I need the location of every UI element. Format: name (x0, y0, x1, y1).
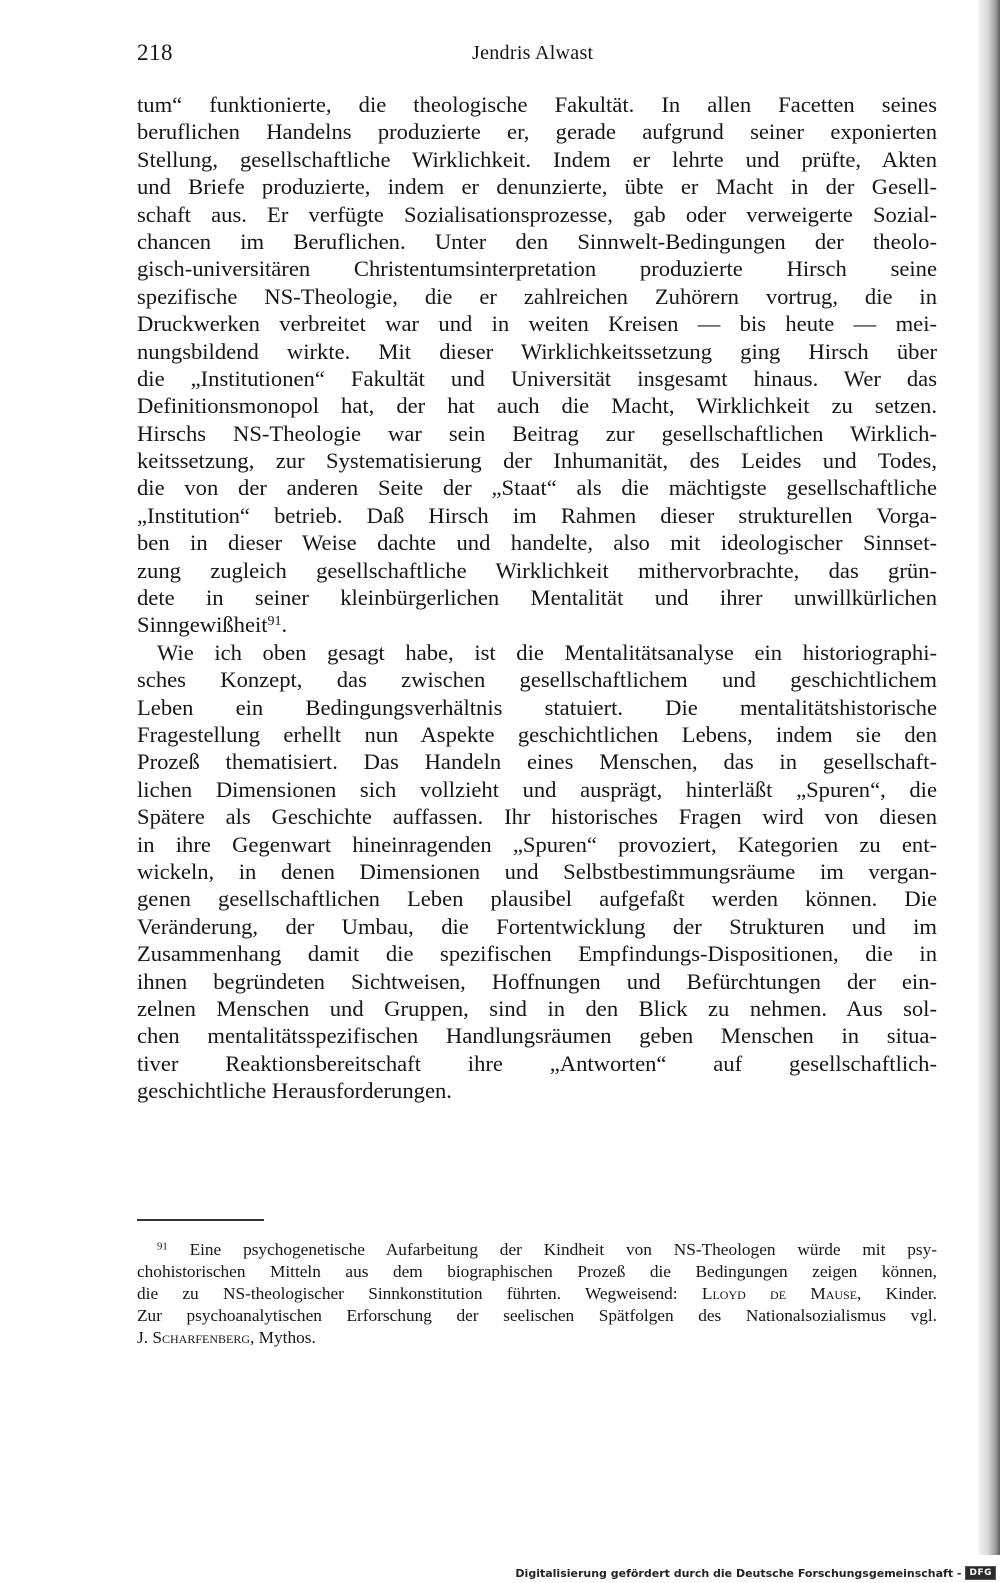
footnote-area (137, 1239, 937, 1349)
text-fragment: J. (137, 1328, 153, 1347)
text-fragment: Eine psychogenetische Aufarbeitung der Kindheit von NS-Theologen würde mit psy- (189, 1240, 937, 1259)
footnote-line (137, 1327, 937, 1349)
text-line: in ihre Gegenwart hineinragenden „Spuren“ provoziert, Kategorien zu ent- (137, 831, 937, 857)
text-line: Spätere als Geschichte auffassen. Ihr historisches Fragen wird von diesen (137, 804, 937, 830)
text-line: chancen im Beruflichen. Unter den Sinnwelt-Bedingungen der theolo- (137, 228, 937, 254)
paragraph-end-line: geschichtliche Herausforderungen. (137, 1078, 452, 1104)
text-line: ihnen begründeten Sichtweisen, Hoffnungen und Befürchtungen der ein- (137, 968, 937, 994)
text-line: und Briefe produzierte, indem er denunzierte, übte er Macht in der Gesell- (137, 174, 937, 200)
footnote-separator (137, 1219, 264, 1221)
text-line: Veränderung, der Umbau, die Fortentwicklung der Strukturen und im (137, 913, 937, 939)
text-line: nungsbildend wirkte. Mit dieser Wirklichkeitssetzung ging Hirsch über (137, 338, 937, 364)
author-name: Scharfenberg (152, 1328, 250, 1347)
text-line: wickeln, in denen Dimensionen und Selbstbestimmungsräume im vergan- (137, 858, 937, 884)
text-line: zelnen Menschen und Gruppen, sind in den Blick zu nehmen. Aus sol- (137, 995, 937, 1021)
text-line: lichen Dimensionen sich vollzieht und ausprägt, hinterläßt „Spuren“, die (137, 776, 937, 802)
page-header (137, 40, 937, 70)
paragraph-first-line: Wie ich oben gesagt habe, ist die Mentalitätsanalyse ein historiographi- (157, 639, 937, 665)
text-line: gisch-universitären Christentumsinterpretation produzierte Hirsch seine (137, 256, 937, 282)
text-line: tiver Reaktionsbereitschaft ihre „Antworten“ auf gesellschaftlich- (137, 1050, 937, 1076)
dfg-logo[interactable]: DFG (965, 1566, 996, 1580)
text-fragment: , Mythos. (250, 1328, 316, 1347)
text-fragment: Sinngewißheit (137, 612, 268, 638)
page-number: 218 (137, 40, 173, 65)
text-line: beruflichen Handelns produzierte er, gerade aufgrund seiner exponierten (137, 119, 937, 145)
credit-text: Digitalisierung gefördert durch die Deutsche Forschungsgemeinschaft - (515, 1566, 962, 1580)
text-line: Druckwerken verbreitet war und in weiten Kreisen — bis heute — mei- (137, 311, 937, 337)
page-edge-shadow (978, 0, 1000, 1555)
running-head: Jendris Alwast (472, 42, 594, 64)
text-line: chen mentalitätsspezifischen Handlungsräumen geben Menschen in situa- (137, 1023, 937, 1049)
text-line: Zusammenhang damit die spezifischen Empfindungs-Dispositionen, die in (137, 941, 937, 967)
text-line: keitssetzung, zur Systematisierung der Inhumanität, des Leides und Todes, (137, 448, 937, 474)
text-line: dete in seiner kleinbürgerlichen Mentalität und ihrer unwillkürlichen (137, 585, 937, 611)
text-line: Stellung, gesellschaftliche Wirklichkeit. Indem er lehrte und prüfte, Akten (137, 146, 937, 172)
text-line: Fragestellung erhellt nun Aspekte geschichtlichen Lebens, indem sie den (137, 721, 937, 747)
text-line: ben in dieser Weise dachte und handelte, also mit ideologischer Sinnset- (137, 530, 937, 556)
footnote-line: Zur psychoanalytischen Erforschung der seelischen Spätfolgen des Nationalsozialismus vgl. (137, 1306, 937, 1325)
footnote-line (137, 1283, 937, 1305)
text-line: tum“ funktionierte, die theologische Fakultät. In allen Facetten seines (137, 92, 937, 117)
author-name: Lloyd de Mause (701, 1284, 858, 1303)
text-line: „Institution“ betrieb. Daß Hirsch im Rahmen dieser strukturellen Vorga- (137, 502, 937, 528)
text-line: Definitionsmonopol hat, der hat auch die Macht, Wirklichkeit zu setzen. (137, 393, 937, 419)
footnote-number: 91 (157, 1240, 168, 1253)
text-line: zung zugleich gesellschaftliche Wirklichkeit mithervorbrachte, das grün- (137, 557, 937, 583)
text-fragment: , Kinder. (857, 1284, 937, 1303)
text-fragment: die zu NS-theologischer Sinnkonstitution führten. Wegweisend: (137, 1284, 702, 1303)
footnote-reference[interactable]: 91 (267, 614, 282, 630)
text-line: Prozeß thematisiert. Das Handeln eines Menschen, das in gesellschaft- (137, 749, 937, 775)
text-line: die „Institutionen“ Fakultät und Universität insgesamt hinaus. Wer das (137, 365, 937, 391)
paragraph-end-line (137, 611, 937, 638)
text-line: schaft aus. Er verfügte Sozialisationsprozesse, gab oder verweigerte Sozial- (137, 201, 937, 227)
body-text (137, 91, 937, 1104)
text-line: die von der anderen Seite der „Staat“ als die mächtigste gesellschaftliche (137, 475, 937, 501)
text-line: spezifische NS-Theologie, die er zahlreichen Zuhörern vortrug, die in (137, 283, 937, 309)
text-line: Hirschs NS-Theologie war sein Beitrag zur gesellschaftlichen Wirklich- (137, 420, 937, 446)
text-line: Leben ein Bedingungsverhältnis statuiert. Die mentalitätshistorische (137, 694, 937, 720)
footnote-line (137, 1239, 937, 1261)
text-line: genen gesellschaftlichen Leben plausibel aufgefaßt werden können. Die (137, 886, 937, 912)
digitization-credit (515, 1565, 996, 1581)
text-fragment: . (281, 612, 288, 638)
text-line: sches Konzept, das zwischen gesellschaftlichem und geschichtlichem (137, 667, 937, 693)
footnote-line: chohistorischen Mitteln aus dem biographischen Prozeß die Bedingungen zeigen können, (137, 1262, 937, 1281)
